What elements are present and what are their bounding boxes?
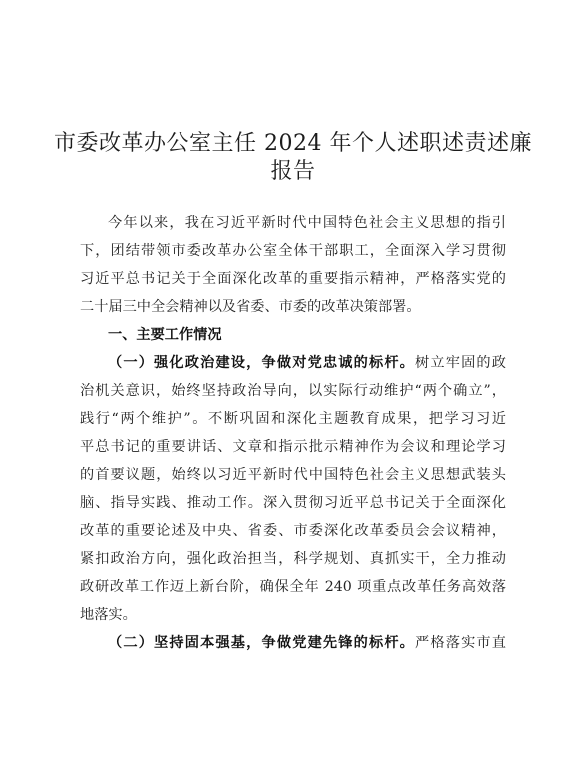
item1-line: 治机关意识，始终坚持政治导向，以实际行动维护“两个确立”， [80, 383, 506, 399]
item1-line: 地落实。 [80, 607, 137, 623]
item1-line: 的首要议题，始终以习近平新时代中国特色社会主义思想武装头 [80, 467, 506, 483]
item1-line: 政研改革工作迈上新台阶，确保全年 240 项重点改革任务高效落 [80, 579, 506, 595]
intro-line-2: 下，团结带领市委改革办公室全体干部职工，全面深入学习贯彻 [80, 243, 506, 259]
intro-line-1: 今年以来，我在习近平新时代中国特色社会主义思想的指引 [108, 215, 506, 231]
intro-line-4: 二十届三中全会精神以及省委、市委的改革决策部署。 [80, 299, 421, 315]
document-title-line-2: 报告 [270, 159, 316, 184]
item1-line: 改革的重要论述及中央、省委、市委深化改革委员会会议精神， [80, 523, 506, 539]
item2-first-rest: 严格落实市直 [415, 635, 506, 651]
item1-line: 平总书记的重要讲话、文章和指示批示精神作为会议和理论学习 [80, 439, 506, 455]
item2-lead-text: （二）坚持固本强基，争做党建先锋的标杆。 [108, 635, 416, 651]
item1-lead-text: （一）强化政治建设，争做对党忠诚的标杆。 [108, 355, 416, 371]
intro-line-3: 习近平总书记关于全面深化改革的重要指示精神，严格落实党的 [80, 271, 506, 287]
item1-line: 脑、指导实践、推动工作。深入贯彻习近平总书记关于全面深化 [80, 495, 506, 511]
item1-first-line [108, 353, 506, 373]
item1-line: 践行“两个维护”。不断巩固和深化主题教育成果，把学习习近 [80, 411, 506, 427]
item2-first-line [108, 633, 506, 653]
item1-first-rest: 树立牢固的政 [415, 355, 506, 371]
item1-line: 紧扣政治方向，强化政治担当，科学规划、真抓实干，全力推动 [80, 551, 506, 567]
document-title-line-1: 市委改革办公室主任 2024 年个人述职述责述廉 [54, 131, 532, 156]
section-heading-main-work: 一、主要工作情况 [108, 327, 222, 343]
